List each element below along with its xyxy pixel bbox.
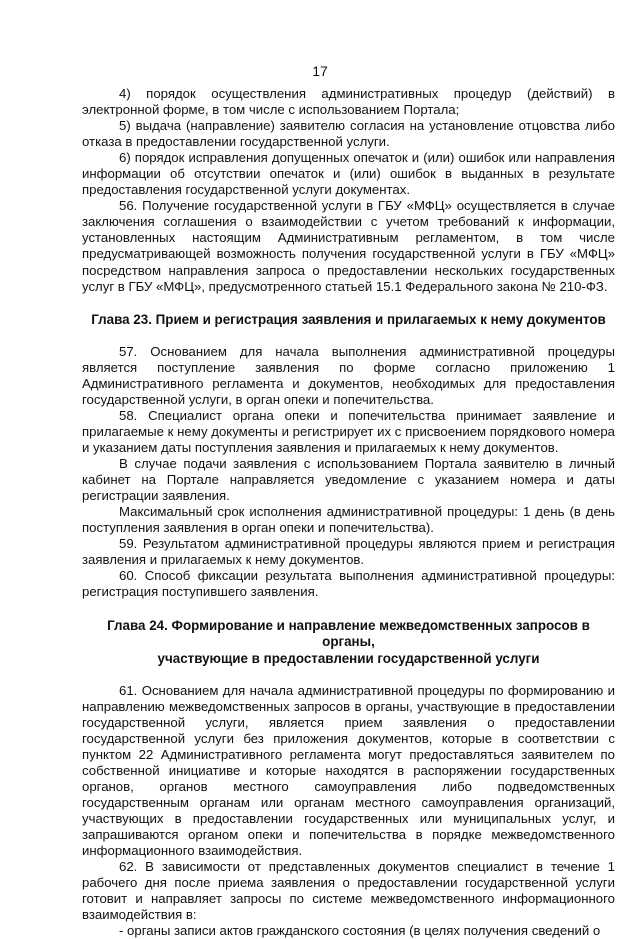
chapter-24-heading-line-2: участвующие в предоставлении государственной услуги <box>157 650 540 666</box>
paragraph-61: 61. Основанием для начала административной процедуры по формированию и направлению межведомственных запросов в органы, участвующие в предоставлении государственной услуги, является прием заявления о предоставлении государственной услуги без приложения документов, которые в соответствии с пунктом 22 Административного регламента могут предоставляться заявителем по собственной инициативе и которые находятся в распоряжении государственных органов, органов местного самоуправления либо подведомственных государственным органам или органам местного самоуправления организаций, участвующих в предоставлении государственных или муниципальных услуг, и запрашиваются органом опеки и попечительства в порядке межведомственного информационного взаимодействия. <box>82 682 615 859</box>
paragraph-58: 58. Специалист органа опеки и попечительства принимает заявление и прилагаемые к нему документы и регистрирует их с присвоением порядкового номера и указанием даты поступления заявления и прилагаемых к нему документов. <box>82 407 615 455</box>
paragraph-item-6: 6) порядок исправления допущенных опечаток и (или) ошибок или направления информации об отсутствии опечаток и (или) ошибок в выданных в результате предоставления государственной услуги документах. <box>82 150 615 198</box>
paragraph-56: 56. Получение государственной услуги в ГБУ «МФЦ» осуществляется в случае заключения соглашения о взаимодействии с учетом требований к информации, установленных настоящим Административным регламентом, в том числе предусматривающей возможность получения государственной услуги в ГБУ «МФЦ» посредством направления запроса о предоставлении нескольких государственных услуг в ГБУ «МФЦ», предусмотренного статьей 15.1 Федерального закона № 210-ФЗ. <box>82 198 615 294</box>
paragraph-item-5: 5) выдача (направление) заявителю согласия на установление отцовства либо отказа в предоставлении государственной услуги. <box>82 118 615 150</box>
paragraph-62: 62. В зависимости от представленных документов специалист в течение 1 рабочего дня после приема заявления о предоставлении государственной услуги готовит и направляет запросы по системе межведомственного информационного взаимодействия в: <box>82 859 615 923</box>
chapter-23-heading: Глава 23. Прием и регистрация заявления и прилагаемых к нему документов <box>91 311 606 327</box>
paragraph-max-term: Максимальный срок исполнения административной процедуры: 1 день (в день поступления заявления в орган опеки и попечительства). <box>82 504 615 536</box>
paragraph-civil-registry: - органы записи актов гражданского состояния (в целях получения сведений о <box>119 923 601 939</box>
paragraph-60: 60. Способ фиксации результата выполнения административной процедуры: регистрация поступившего заявления. <box>82 568 615 600</box>
paragraph-59: 59. Результатом административной процедуры являются прием и регистрация заявления и прилагаемых к нему документов. <box>82 536 615 568</box>
chapter-24-heading <box>82 618 615 666</box>
document-body <box>82 86 615 939</box>
page-number: 17 <box>312 63 328 79</box>
paragraph-57: 57. Основанием для начала выполнения административной процедуры является поступление заявления по форме согласно приложению 1 Административного регламента и документов, необходимых для предоставления государственной услуги, в орган опеки и попечительства. <box>82 343 615 407</box>
chapter-24-heading-line-1: Глава 24. Формирование и направление межведомственных запросов в органы, <box>107 618 590 650</box>
paragraph-item-4: 4) порядок осуществления административных процедур (действий) в электронной форме, в том числе с использованием Портала; <box>82 86 615 118</box>
paragraph-portal-notice: В случае подачи заявления с использованием Портала заявителю в личный кабинет на Портале направляется уведомление с указанием номера и даты регистрации заявления. <box>82 455 615 504</box>
